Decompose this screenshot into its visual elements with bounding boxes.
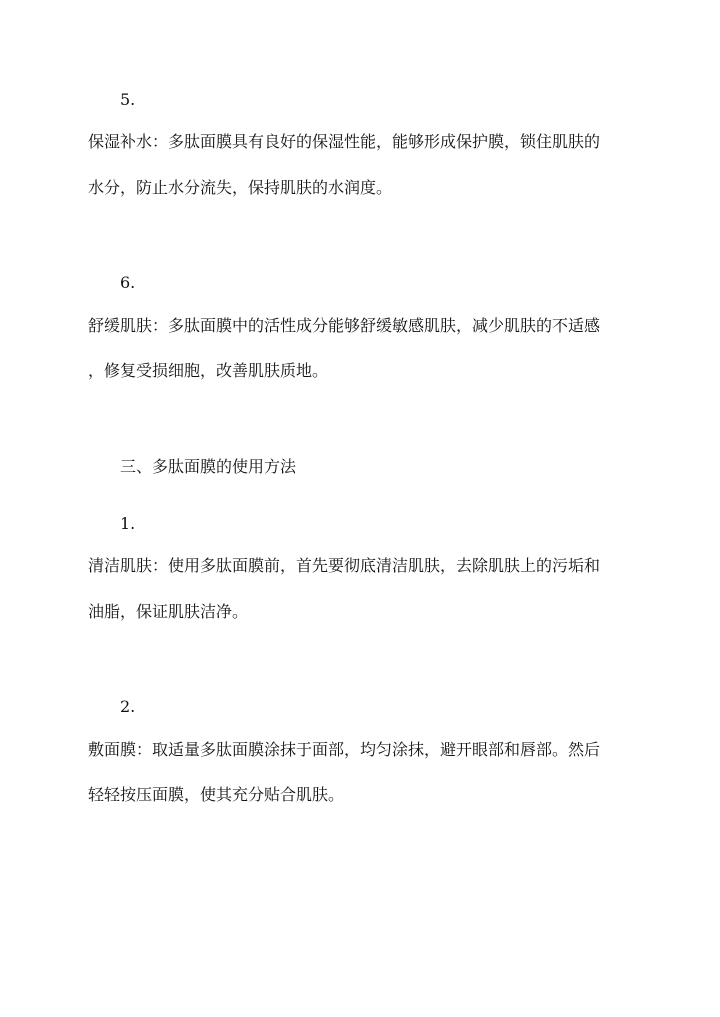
item-number-6: 6. — [120, 273, 136, 292]
item-number-5: 5. — [120, 90, 136, 109]
item-6-line-1: 舒缓肌肤：多肽面膜中的活性成分能够舒缓敏感肌肤，减少肌肤的不适感 — [88, 316, 601, 335]
usage-2-line-1: 敷面膜：取适量多肽面膜涂抹于面部，均匀涂抹，避开眼部和唇部。然后 — [88, 740, 601, 759]
section-heading: 三、多肽面膜的使用方法 — [120, 457, 297, 476]
item-5-line-1: 保湿补水：多肽面膜具有良好的保湿性能，能够形成保护膜，锁住肌肤的 — [88, 132, 601, 151]
usage-1-line-1: 清洁肌肤：使用多肽面膜前，首先要彻底清洁肌肤，去除肌肤上的污垢和 — [88, 556, 601, 575]
usage-1-line-2: 油脂，保证肌肤洁净。 — [88, 602, 249, 621]
item-6-line-2: ，修复受损细胞，改善肌肤质地。 — [88, 361, 329, 380]
item-5-line-2: 水分，防止水分流失，保持肌肤的水润度。 — [88, 178, 393, 197]
usage-number-1: 1. — [120, 514, 136, 533]
usage-number-2: 2. — [120, 697, 136, 716]
usage-2-line-2: 轻轻按压面膜，使其充分贴合肌肤。 — [88, 785, 345, 804]
